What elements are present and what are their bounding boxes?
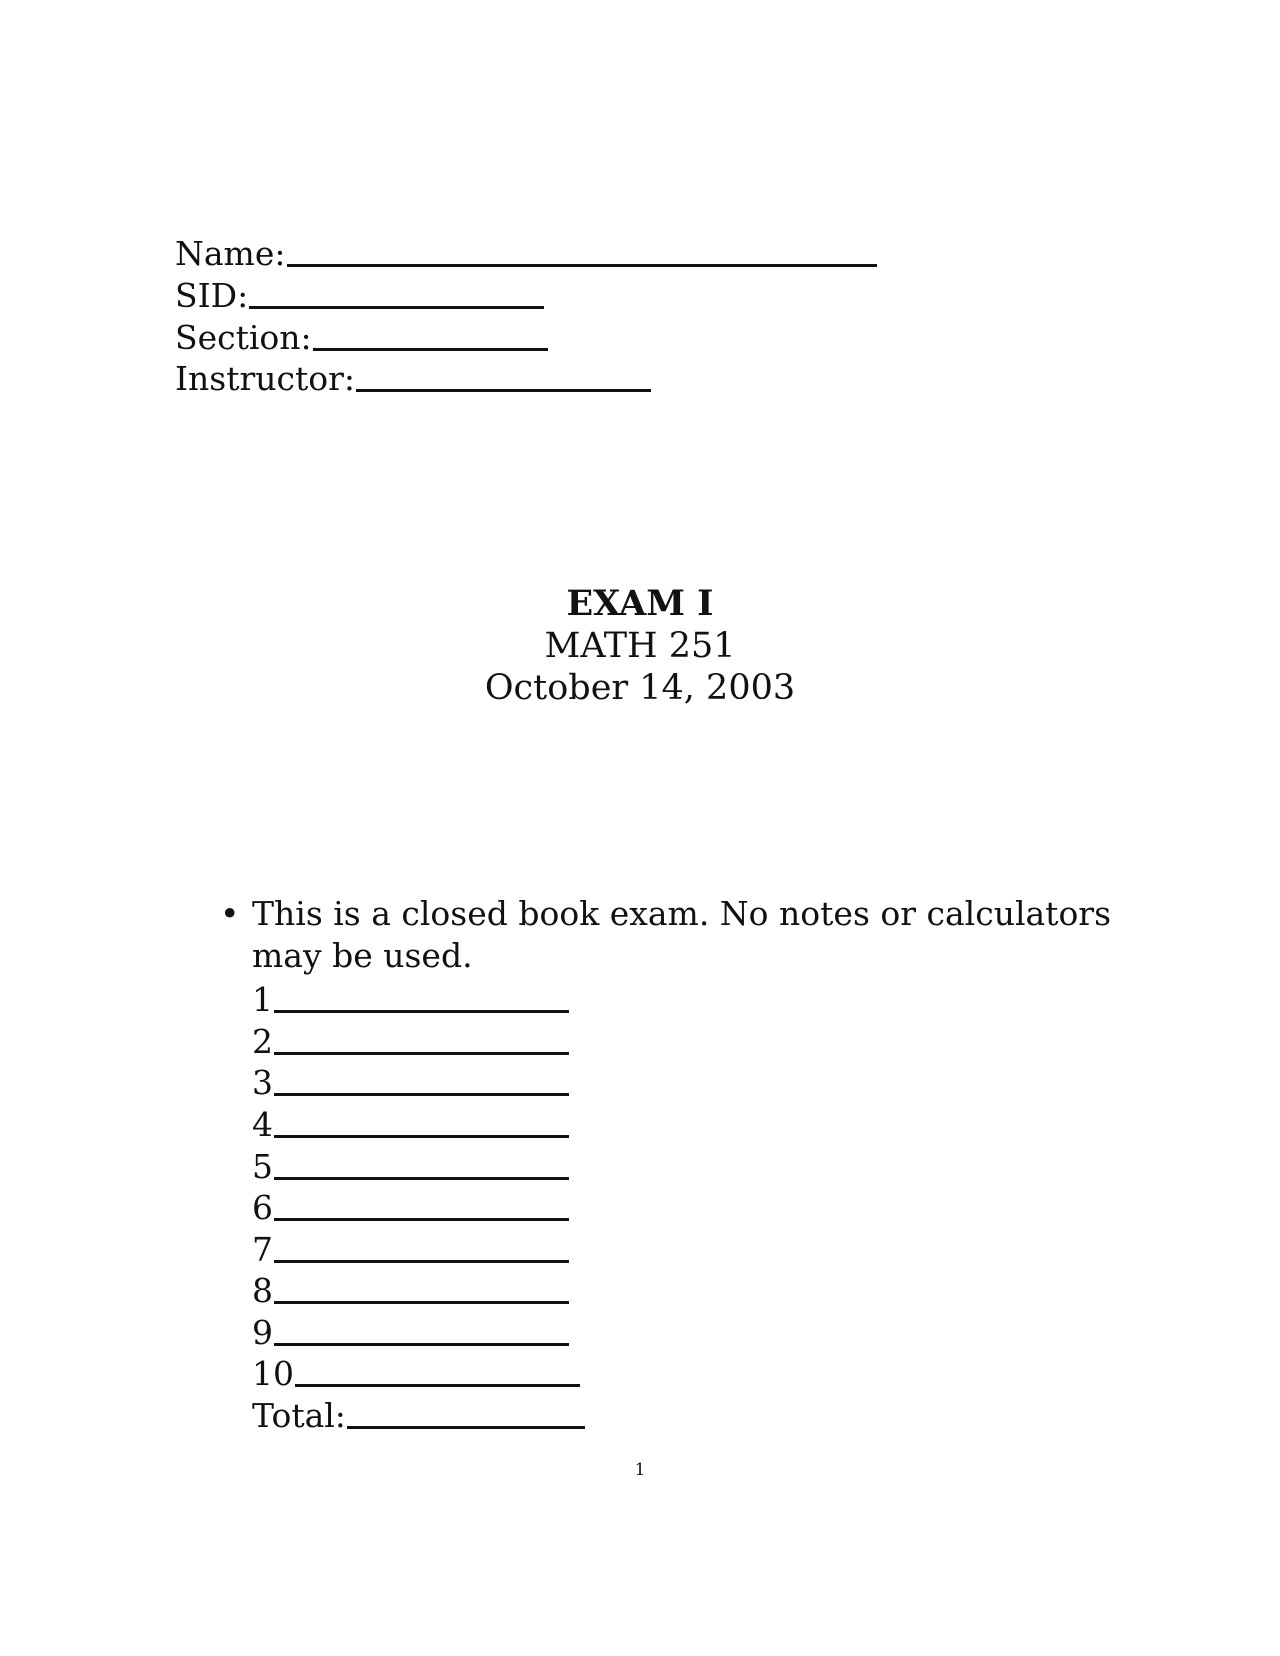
score-label: 9: [252, 1313, 273, 1352]
score-label: 1: [252, 980, 273, 1019]
bullet-icon: •: [220, 894, 240, 933]
score-row-1[interactable]: [252, 979, 569, 1021]
score-label: 6: [252, 1188, 273, 1227]
score-blank[interactable]: [274, 1093, 569, 1096]
name-blank[interactable]: [287, 264, 877, 267]
score-row-9[interactable]: [252, 1312, 569, 1354]
score-row-7[interactable]: [252, 1229, 569, 1271]
name-label: Name:: [175, 234, 286, 273]
sid-field[interactable]: [175, 275, 544, 317]
score-row-10[interactable]: [252, 1353, 580, 1395]
instructions: [220, 893, 1120, 977]
total-blank[interactable]: [347, 1426, 585, 1429]
total-label: Total:: [252, 1396, 346, 1435]
exam-title: EXAM I: [566, 583, 714, 624]
score-label: 2: [252, 1022, 273, 1061]
section-label: Section:: [175, 318, 312, 357]
section-blank[interactable]: [313, 348, 548, 351]
score-label: 4: [252, 1105, 273, 1144]
score-row-6[interactable]: [252, 1187, 569, 1229]
page-number: 1: [634, 1460, 646, 1480]
score-blank[interactable]: [274, 1218, 569, 1221]
score-label: 3: [252, 1063, 273, 1102]
score-label: 10: [252, 1354, 294, 1393]
section-field[interactable]: [175, 317, 548, 359]
sid-label: SID:: [175, 276, 249, 315]
score-label: 8: [252, 1271, 273, 1310]
title-block: [0, 583, 1280, 709]
score-row-2[interactable]: [252, 1021, 569, 1063]
score-blank[interactable]: [274, 1177, 569, 1180]
name-field[interactable]: [175, 233, 877, 275]
total-row[interactable]: [252, 1395, 585, 1437]
score-row-8[interactable]: [252, 1270, 569, 1312]
score-blank[interactable]: [274, 1301, 569, 1304]
score-row-3[interactable]: [252, 1062, 569, 1104]
instructor-blank[interactable]: [356, 389, 651, 392]
score-blank[interactable]: [274, 1260, 569, 1263]
instructor-field[interactable]: [175, 358, 651, 400]
instructor-label: Instructor:: [175, 359, 356, 398]
score-blank[interactable]: [274, 1010, 569, 1013]
course-name: MATH 251: [544, 626, 736, 666]
score-blank[interactable]: [274, 1052, 569, 1055]
score-row-4[interactable]: [252, 1104, 569, 1146]
score-label: 5: [252, 1147, 273, 1186]
exam-date: October 14, 2003: [484, 668, 796, 708]
score-label: 7: [252, 1230, 273, 1269]
sid-blank[interactable]: [249, 306, 544, 309]
score-blank[interactable]: [274, 1343, 569, 1346]
score-blank[interactable]: [274, 1135, 569, 1138]
score-blank[interactable]: [295, 1384, 580, 1387]
score-row-5[interactable]: [252, 1146, 569, 1188]
instructions-text: This is a closed book exam. No notes or calculators may be used.: [252, 894, 1112, 975]
